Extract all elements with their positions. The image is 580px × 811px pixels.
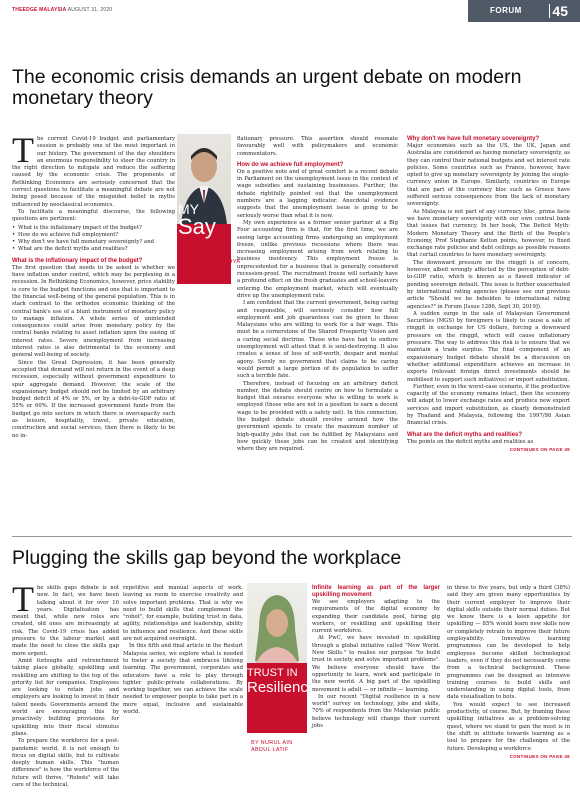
article2-column3 [312, 585, 440, 730]
column-kicker: Say [178, 214, 216, 239]
paragraph: In our recent "Digital resilience in a new world" survey on technology, jobs and skills, 70% of respondents from the Malaysian public believe technology will change their current jobs [312, 693, 440, 730]
paragraph: As Malaysia is not part of any currency bloc, prima facie we have monetary sovereignty with our own central bank that issues fiat currency. In her book, The Deficit Myth: Modern Monetary Theory and the Birth of the People's Economy, Prof Stephanie Kelton points, however, to fixed exchange rate policies and debt ceilings as possible reasons that curtail countries to have monetary sovereignty. [407, 208, 570, 259]
article1-headline: The economic crisis demands an urgent debate on modern monetary theory [12, 66, 522, 109]
page-number: 45 [552, 3, 568, 19]
column-kicker: TRUST IN [247, 667, 298, 679]
subheading: Why don't we have full monetary sovereignty? [407, 136, 540, 142]
article2-column2 [123, 585, 243, 716]
subheading: What is the inflationary impact of the budget? [12, 257, 143, 264]
article2-column1 [12, 579, 119, 789]
paragraph: To prepare the workforce for a post-pandemic world, it is not enough to focus on digital skills, but to cultivate deeply human skills. This "human difference" is how the workforce of the future will thrive. "Robots" will take care of the technical, [12, 738, 119, 789]
list-item: • What is the inflationary impact of the budget? [12, 225, 175, 232]
article1-column2 [237, 136, 398, 453]
paragraph: he current Covid-19 budget and parliamentary session is probably one of the most important in our history. The government of the day shoulders an enormous responsibility to steer the country in the right direction to mitigate and reduce the suffering caused by the economic crisis. The proponents of Rethinking Economics are seriously concerned that the correct questions to facilitate a meaningful debate are not being posed because of the misguided belief in myths influenced by neoclassical economics. [12, 136, 175, 208]
paragraph: Amid furloughs and retrenchment taking place globally, upskilling and reskilling are shifting to the top of the priority list for companies. Employees are looking to retain jobs and employers are looking to invest in their talent needs. Governments around the world are encouraging this by proactively building provisions for upskilling into their fiscal stimulus plans. [12, 657, 119, 737]
publication-line [12, 7, 112, 13]
section-divider [549, 4, 550, 18]
paragraph: Therefore, instead of focusing on an arbitrary deficit number, the debate should centre on how to formulate a budget that ensures everyone who is willing to work is employed (those who are not in a position to earn a decent wage to be provided with a safety net). In this connection, the budget debate should revolve around how the government spends to create the maximum number of high-quality jobs that can be fulfilled by Malaysians and how quickly these jobs can be created and identifying where they are required. [237, 380, 398, 453]
subheading: How do we achieve full employment? [237, 161, 344, 168]
question-list [12, 225, 175, 254]
paragraph: On a positive note and of great comfort is a recent debate in Parliament on the unemployment issue in the context of wage subsidies and sustaining businesses. Further, the debate rightfully pointed out that the unemployment numbers are a lagging indicator. Anecdotal evidence suggests that the unemployment issue is going to be seriously worse than what it is now. [237, 168, 398, 219]
article1-column1 [12, 130, 175, 440]
section-tab [468, 0, 580, 22]
subheading: Infinite learning as part of the larger upskilling movement [312, 585, 440, 598]
paragraph: You would expect to see increased productivity, of course. But, by framing these upskilling initiatives as a problem-solving quest, where we stand to gain the most is in the shift in attitude towards learning as a tool to prepare for the challenges of the future. Developing a workforce [447, 701, 570, 752]
article1-column3 [407, 136, 570, 453]
article2-headline: Plugging the skills gap beyond the workplace [12, 547, 402, 569]
list-item: • How do we achieve full employment? [12, 232, 175, 239]
paragraph: I am confident that the current government, being caring and responsible, will seriously consider how full employment and job guarantees can be given to those Malaysians who are willing to work for a fair wage. This must be a cornerstone of the Shared Prosperity Vision and a caring social doctrine. Those who have had to endure unemployment will attest that it is soul-destroying. It also creates a sense of loss of self-worth, despair and mental agony. Surely no government that claims to be caring would permit a large portion of its population to suffer such a terrible fate. [237, 300, 398, 380]
drop-cap: T [12, 130, 34, 170]
byline [251, 740, 293, 754]
continues-link[interactable]: CONTINUES ON PAGE 49 [509, 446, 570, 452]
paragraph: The downward pressure on the ringgit is of concern, however, albeit wrongly affected by the perception of debt-to-GDP ratio, which is known as a flawed indicator of pending sovereign default. This issue is further exacerbated by international rating agencies (please see our previous article "Should we be beholden to international rating agencies?" in Forum [Issue 1286, Sept 30, 2019]). [407, 259, 570, 310]
list-item: • Why don't we have full monetary sovereignty? and [12, 239, 175, 246]
drop-cap: T [12, 579, 34, 619]
paragraph: The first question that needs to be asked is whether we have inflation under control, which may be perplexing in a recession. In Rethinking Economics, however, price stability is core to the budget functions and one that is important to the financial well-being of the general population. This is in stark contrast to the orthodox economic thinking of the central bank's use of a blunt instrument of monetary policy to manage inflation. A whole series of unintended consequences could arise from monetary policy by the central banks relating to asset inflation upon the easing of interest rates. Severe unemployment from increasing interest rates is also detrimental to the economy and general well-being of society. [12, 264, 175, 359]
publication-name: THEEDGE MALAYSIA [12, 7, 67, 13]
column-kicker: MY [178, 201, 199, 217]
column-kicker: Resilience [247, 679, 317, 696]
paragraph: To facilitate a meaningful discourse, the following questions are pertinent: [12, 208, 175, 223]
author-photo [247, 583, 307, 733]
subheading: What are the deficit myths and realities? [407, 431, 523, 438]
paragraph: flationary pressure. This assertion should resonate favourably well with policymakers and economic commentators. [237, 136, 398, 157]
byline-by: BY [178, 252, 186, 258]
paragraph: Further, even in the worst-case scenario, if the productive capacity of the economy remains intact, then the economy will adapt to lower exchange rates and produce new export services and import substitution, as clearly demonstrated by Thailand and Malaysia, following the 1997/98 Asian financial crisis. [407, 383, 570, 427]
paragraph: Since the Great Depression, it has been generally accepted that demand will not return in the event of a deep recession, especially without government expenditure to spur aggregate demand. However, the scale of the expansionary budget should not be limited by an arbitrary budget deficit of 4% or 5%, or by a debt-to-GDP ratio of 55% or 60%. If the increased government funds from the budget go into sectors in which there is overcapacity such as leisure, hospitality, travel, private education, construction and social services, then there is likely to be no in- [12, 359, 175, 439]
byline-author: MOHD ANWAR YAHYA [178, 259, 241, 265]
masthead [0, 0, 580, 22]
paragraph: A sudden surge in the sale of Malaysian Government Securities (MGS) by foreigners is likely to cause a sale of ringgit in exchange for US dollars, forcing a downward pressure on the ringgit, which will cause inflationary pressure. The way to address this risk is to ensure that we maintain a trade surplus. The final component of an expansionary budget debate should be a discussion on whether additional expenditure achieves an increase in exports (relevant foreign direct investments should be mobilised to support such initiatives) or import substitution. [407, 310, 570, 383]
paragraph: he skills gaps debate is not new. In fact, we have been talking about it for over 10 years. Digitalisation has meant that, while new roles are created, old ones are increasingly at risk. The Covid-19 crisis has added pressure to the labour market and made the need to close the skills gap more urgent. [12, 585, 119, 657]
article2-column4 [447, 585, 570, 760]
paragraph: repetitive and manual aspects of work, leaving us room to exercise creativity and solve important problems. That is why we need to build skills that complement the "robot", for example, building trust in data, agility, relationships and leadership, ability to influence and resilience. And these skills are not acquired overnight. [123, 585, 243, 643]
paragraph: in three to five years, but only a third (38%) said they are given many opportunities by their current employer to improve their digital skills outside their normal duties. But we know there is a keen appetite for upskilling — 85% would learn new skills now or completely retrain to improve their future employability. Innovative learning programmes can be developed to help employees become skilled technological leaders, even if they do not necessarily come from a technical background. These programmes can be designed as intensive training courses to build skills and understanding in using digital tools, from data visualisation to bots. [447, 585, 570, 701]
paragraph: In this fifth and final article in the Restart Malaysia series, we explore what is needed to foster a society that embraces lifelong learning. The government, corporates and educators have a role to play through tighter public-private collaborations. By working together, we can achieve the scale needed to empower people to take part in a more equal, inclusive and sustainable world. [123, 643, 243, 716]
byline-author: BY NURUL AIN [251, 740, 293, 746]
byline-author: ABDUL LATIF [251, 747, 289, 753]
byline [178, 252, 240, 266]
paragraph: Major economies such as the US, the UK, Japan and Australia are considered as having monetary sovereignty, as they can control their national budgets and set interest rate policies. Some countries such as France, however, have opted to give up monetary sovereignty by joining the single-currency union in Europe. Similarly, countries in Europe that are part of the currency bloc such as Greece have suffered serious consequences from the lack of monetary sovereignty. [407, 143, 570, 208]
continues-link[interactable]: CONTINUES ON PAGE 49 [509, 753, 570, 759]
paragraph: We see employers adapting to the requirements of the digital economy by expanding their candidate pool, hiring gig workers, or reskilling and upskilling their current workforce. [312, 599, 440, 635]
list-item: • What are the deficit myths and realities? [12, 246, 175, 253]
section-name: FORUM [490, 6, 522, 15]
paragraph: At PwC, we have invested in upskilling through a global initiative called "New World. New Skills." to realise our purpose "to build trust in society and solve important problems". We believe everyone should have the opportunity to learn, work and participate in the new world. A big part of the upskilling movement is adult — or infinite — learning. [312, 635, 440, 693]
author-portrait-icon [247, 583, 307, 733]
paragraph: The points on the deficit myths and realities as [407, 438, 534, 445]
article-divider [12, 536, 572, 537]
paragraph: My own experience as a former senior partner at a Big Four accounting firm is that, for the first time, we are seeing large accounting firms undergoing an employment freeze, unlike previous recessions where there was increasing employment arising from work relating to business insolvency. This employment freeze is unprecedented for a business that is generally considered recession-proof. The recruitment freeze will certainly have a profound effect on the fresh graduates and school-leavers entering the employment market, which will eventually drive up the unemployment rate. [237, 219, 398, 299]
issue-date: AUGUST 31, 2020 [67, 7, 113, 13]
